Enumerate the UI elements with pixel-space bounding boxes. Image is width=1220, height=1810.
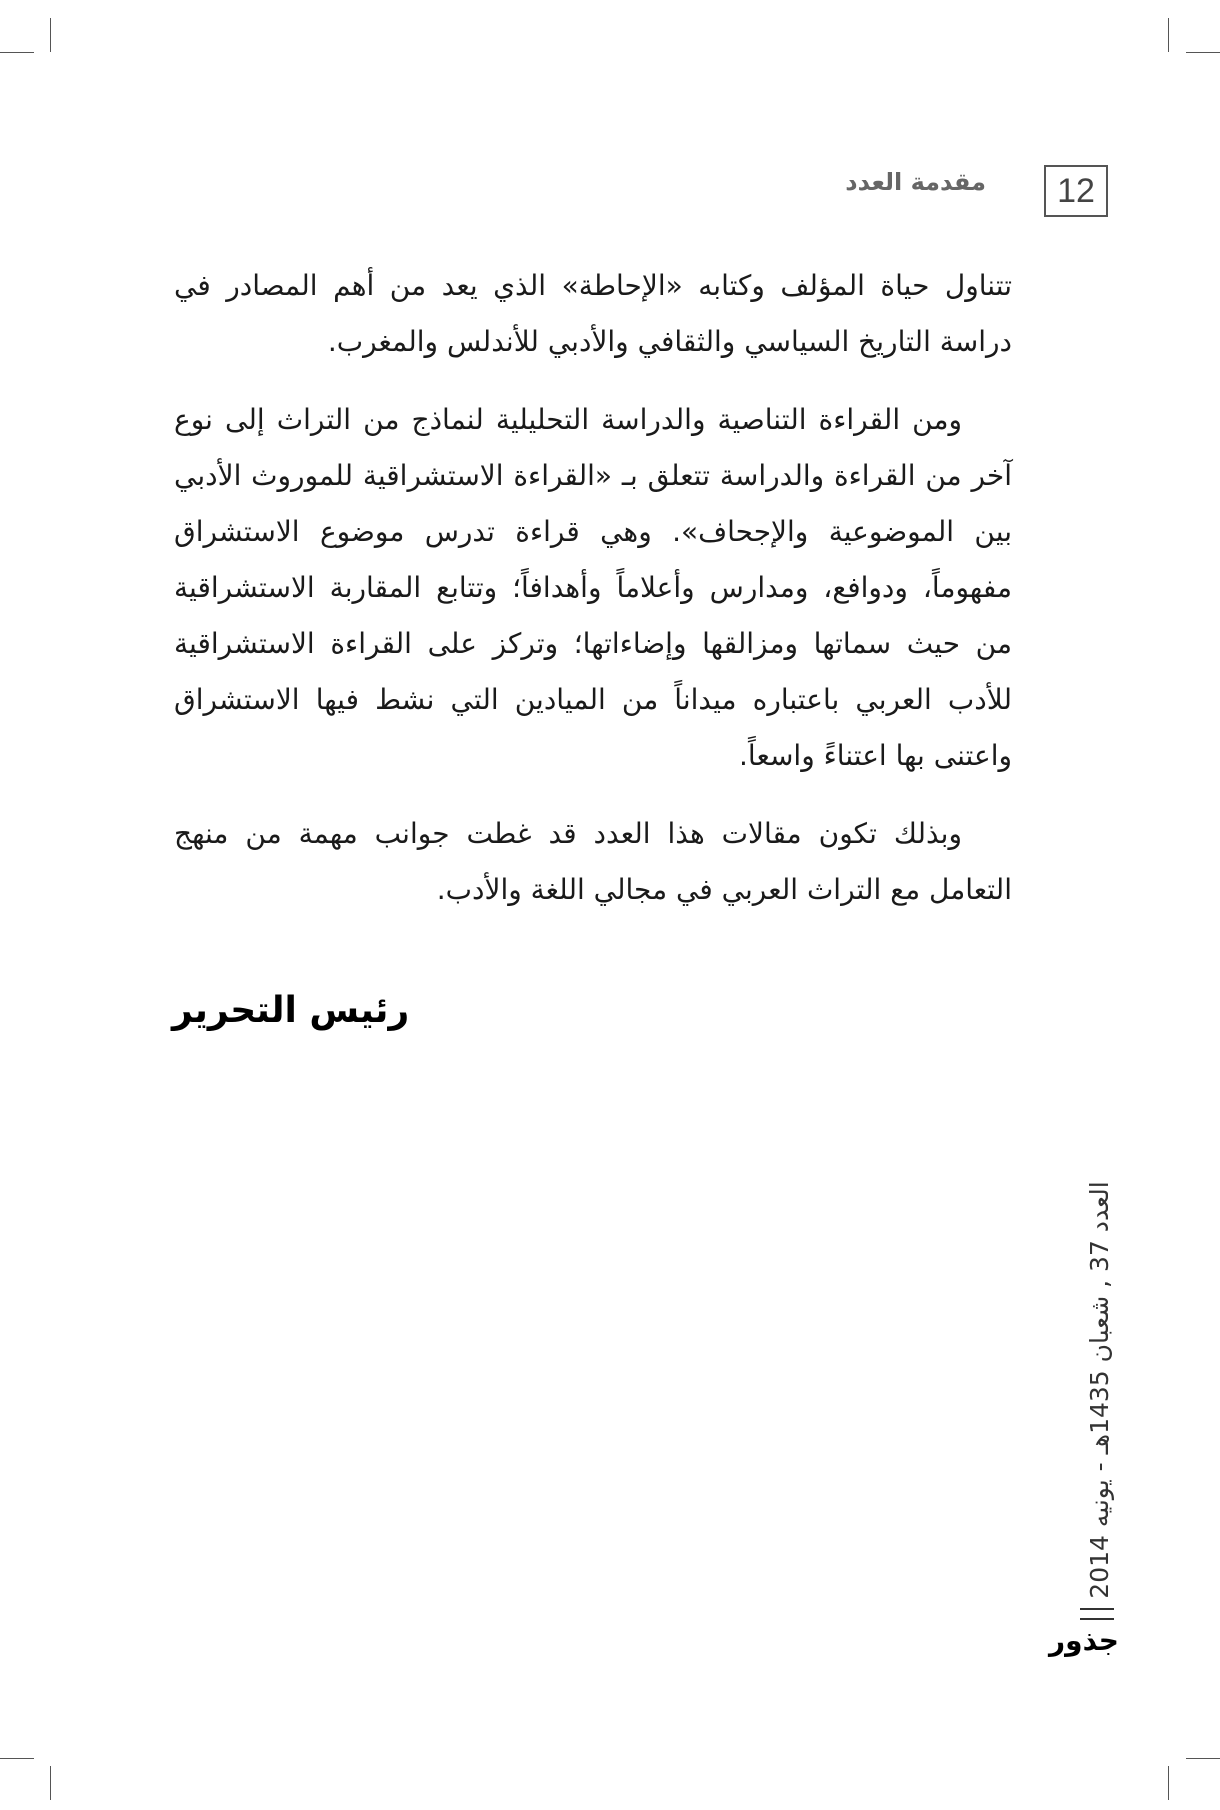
crop-mark [50, 1766, 51, 1800]
page-number: 12 [1044, 165, 1108, 217]
journal-logo: جذور [1049, 1624, 1119, 1657]
crop-mark [1168, 1766, 1169, 1800]
crop-mark [50, 18, 51, 52]
paragraph: ومن القراءة التناصية والدراسة التحليلية لنماذج من التراث إلى نوع آخر من القراءة والدراسة تتعلق بـ «القراءة الاستشراقية للموروث الأدبي بين الموضوعية والإجحاف». وهي قراءة تدرس موضوع الاستشراق مفهوماً، ودوافع، ومدارس وأعلاماً وأهدافاً؛ وتتابع المقاربة الاستشراقية من حيث سماتها ومزالقها وإضاءاتها؛ وتركز على القراءة الاستشراقية للأدب العربي باعتباره ميداناً من الميادين التي نشط فيها الاستشراق واعتنى بها اعتناءً واسعاً. [174, 403, 1012, 772]
paragraph: وبذلك تكون مقالات هذا العدد قد غطت جوانب مهمة من منهج التعامل مع التراث العربي في مجالي اللغة والأدب. [174, 817, 1012, 906]
editor-signature: رئيس التحرير [172, 990, 410, 1031]
crop-mark [0, 52, 34, 53]
crop-mark [1186, 52, 1220, 53]
article-body [174, 258, 1012, 940]
paragraph: تتناول حياة المؤلف وكتابه «الإحاطة» الذي يعد من أهم المصادر في دراسة التاريخ السياسي والثقافي والأدبي للأندلس والمغرب. [174, 269, 1012, 358]
issue-info: العدد 37 , شعبان 1435هـ - يونيه 2014 [1084, 1181, 1114, 1599]
issue-divider [1080, 1608, 1114, 1620]
crop-mark [1168, 18, 1169, 52]
section-title: مقدمة العدد [845, 168, 986, 196]
crop-mark [0, 1758, 34, 1759]
crop-mark [1186, 1758, 1220, 1759]
